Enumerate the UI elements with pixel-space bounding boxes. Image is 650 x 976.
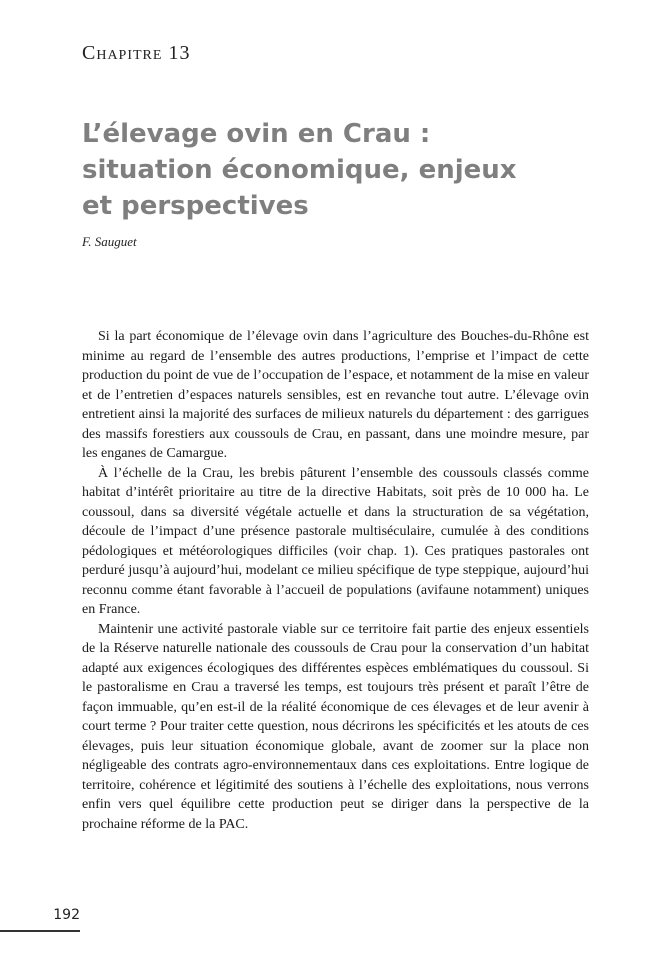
- paragraph: Si la part économique de l’élevage ovin dans l’agriculture des Bouches-du-Rhône est minime au regard de l’ensemble des autres productions, l’emprise et l’impact de cette production du point de vue de l’occupation de l’espace, et notamment de la mise en valeur et de l’entretien d’espaces naturels sensibles, est en revanche tout autre. L’élevage ovin entretient ainsi la majorité des surfaces de milieux naturels du département : des garrigues des massifs forestiers aux coussouls de Crau, en passant, dans une moindre mesure, par les enganes de Camargue.: [82, 329, 589, 461]
- chapter-title-line: et perspectives: [82, 191, 309, 221]
- page-number-rule: [0, 930, 80, 932]
- chapter-title-line: L’élevage ovin en Crau :: [82, 119, 431, 149]
- chapter-title-line: situation économique, enjeux: [82, 155, 517, 185]
- chapter-title: [82, 116, 562, 224]
- page-number: 192: [53, 907, 80, 923]
- author-name: F. Sauguet: [82, 234, 137, 249]
- paragraph: À l’échelle de la Crau, les brebis pâturent l’ensemble des coussouls classés comme habitat d’intérêt prioritaire au titre de la directive Habitats, soit près de 10 000 ha. Le coussoul, dans sa diversité végétale actuelle et dans la structuration de sa végétation, découle de l’impact d’une présence pastorale multiséculaire, cumulée à des conditions pédologiques et météorologiques difficiles (voir chap. 1). Ces pratiques pastorales ont perduré jusqu’à aujourd’hui, modelant ce milieu spécifique de type steppique, aujourd’hui reconnu comme étant favorable à l’accueil de populations (avifaune notamment) uniques en France.: [82, 465, 589, 617]
- chapter-heading: Chapitre 13: [82, 42, 191, 64]
- body-text: [82, 327, 589, 834]
- paragraph: Maintenir une activité pastorale viable sur ce territoire fait partie des enjeux essentiels de la Réserve naturelle nationale des coussouls de Crau pour la conservation d’un habitat adapté aux exigences écologiques des différentes espèces emblématiques du coussoul. Si le pastoralisme en Crau a traversé les temps, est toujours très présent et paraît l’être de façon immuable, qu’en est-il de la réalité économique de ces élevages et de leur avenir à court terme ? Pour traiter cette question, nous décrirons les spécificités et les atouts de ces élevages, puis leur situation économique globale, avant de zoomer sur la place non négligeable des contrats agro-environnementaux dans ces exploitations. Entre logique de territoire, cohérence et légitimité des soutiens à l’échelle des exploitations, nous verrons enfin vers quel équilibre cette production peut se diriger dans la perspective de la prochaine réforme de la PAC.: [82, 621, 589, 832]
